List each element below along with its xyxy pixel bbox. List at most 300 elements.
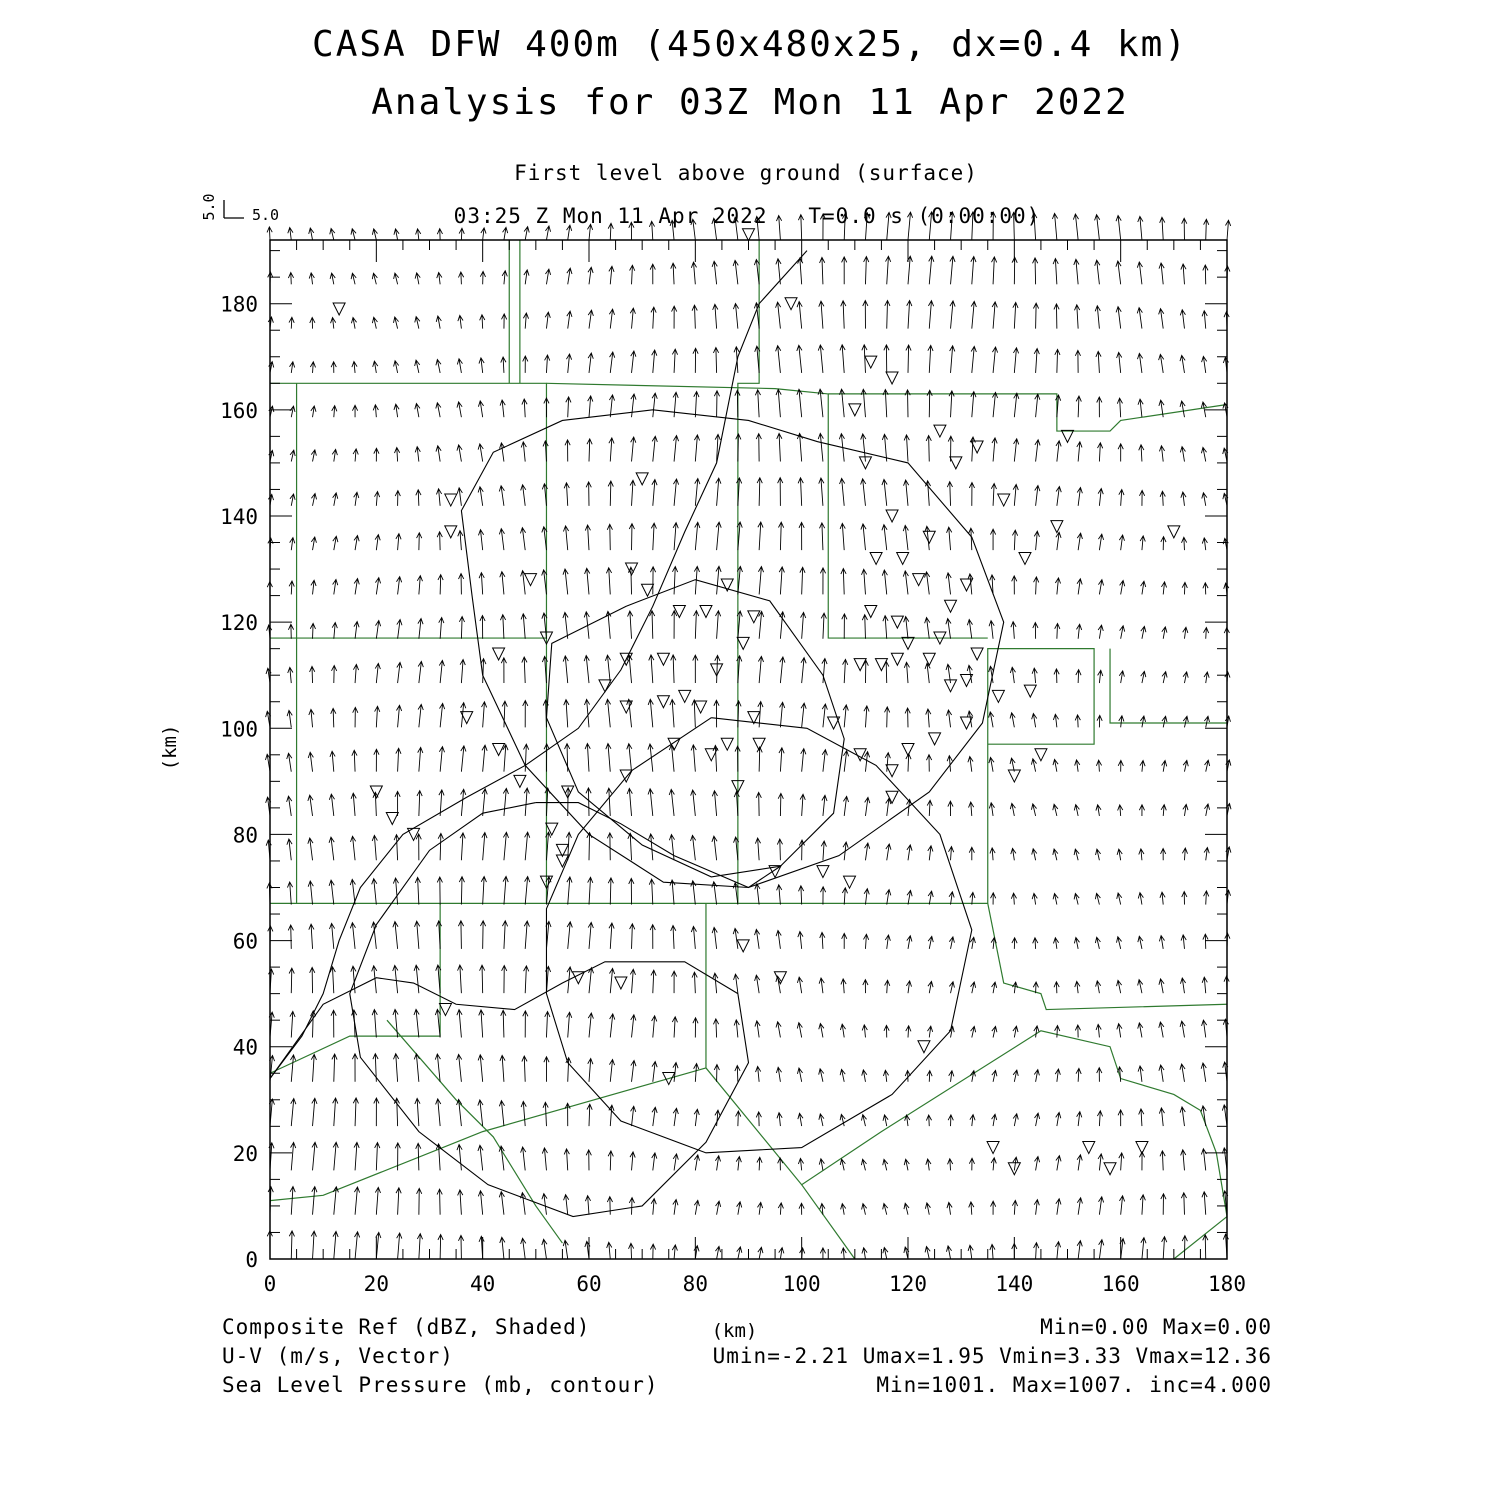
wind-vector: [457, 445, 462, 462]
wind-vector: [630, 480, 635, 506]
wind-vector: [906, 754, 911, 772]
wind-vector: [288, 228, 293, 240]
wind-vector: [437, 229, 442, 240]
wind-vector: [417, 533, 422, 550]
wind-vector: [990, 1244, 995, 1259]
wind-vector: [841, 301, 846, 329]
wind-vector: [1055, 1242, 1060, 1259]
wind-vector: [669, 744, 674, 771]
wind-vector: [629, 524, 634, 550]
wind-vector: [1076, 1068, 1081, 1081]
wind-vector: [608, 223, 613, 240]
wind-vector: [735, 390, 740, 417]
wind-vector: [694, 1064, 699, 1082]
wind-vector: [588, 310, 593, 328]
wind-vector: [715, 611, 720, 639]
wind-vector: [861, 1115, 866, 1126]
wind-vector: [415, 877, 420, 904]
x-tick-label: 180: [1208, 1272, 1246, 1296]
wind-vector: [818, 389, 823, 417]
wind-vector: [882, 525, 887, 550]
wind-vector: [499, 1101, 504, 1126]
wind-vector: [967, 620, 972, 639]
wind-vector: [1031, 759, 1036, 772]
wind-vector: [1118, 1110, 1123, 1126]
wind-vector: [756, 434, 761, 462]
wind-vector: [1161, 582, 1166, 595]
wind-vector: [1077, 1155, 1082, 1171]
wind-vector: [587, 833, 592, 861]
wind-vector: [416, 229, 421, 240]
wind-vector: [522, 1056, 527, 1082]
wind-vector: [1119, 1153, 1124, 1171]
wind-vector: [755, 390, 760, 417]
wind-vector: [1096, 351, 1101, 373]
wind-vector: [904, 480, 909, 506]
x-tick-label: 140: [995, 1272, 1034, 1296]
wind-vector: [886, 256, 891, 284]
wind-vector: [481, 228, 486, 240]
wind-vector: [1119, 671, 1124, 683]
wind-vector: [267, 227, 272, 240]
wind-vector: [436, 403, 441, 417]
wind-vector: [1141, 626, 1146, 638]
wind-vector: [862, 1070, 867, 1082]
wind-vector: [606, 568, 611, 595]
wind-vector: [991, 483, 996, 505]
wind-vector: [268, 317, 273, 329]
wind-vector: [459, 877, 464, 905]
wind-vector: [1117, 1024, 1122, 1038]
wind-vector: [629, 1243, 634, 1259]
wind-vector: [290, 1011, 295, 1037]
wind-vector: [372, 879, 377, 905]
wind-vector: [778, 1203, 783, 1215]
time-label: 03:25 Z Mon 11 Apr 2022 T=0.0 s (0:00:00): [453, 204, 1041, 228]
wind-vector: [331, 318, 336, 329]
wind-vector: [500, 572, 505, 595]
wind-vector: [438, 575, 443, 595]
wind-vector: [499, 1192, 504, 1215]
wind-vector: [418, 747, 423, 771]
wind-vector: [1053, 804, 1058, 816]
wind-vector: [819, 1159, 824, 1171]
wind-vector: [715, 1156, 720, 1171]
wind-vector: [309, 228, 314, 240]
wind-vector: [929, 256, 934, 284]
wind-vector: [416, 490, 421, 506]
wind-vector: [884, 345, 889, 373]
wind-vector: [588, 353, 593, 373]
wind-vector: [821, 613, 826, 639]
wind-vector: [1203, 934, 1208, 949]
wind-vector: [1161, 537, 1166, 550]
wind-vector: [648, 789, 653, 816]
wind-vector: [1011, 848, 1016, 860]
wind-vector: [397, 620, 402, 639]
wind-vector: [777, 885, 782, 905]
wind-vector: [716, 522, 721, 550]
wind-vector: [610, 352, 615, 373]
wind-vector: [1138, 399, 1143, 417]
station-marker: [875, 659, 887, 671]
wind-vector: [842, 213, 847, 240]
wind-vector: [629, 222, 634, 240]
wind-vector: [820, 568, 825, 595]
wind-vector: [991, 1201, 996, 1214]
wind-vector: [478, 1145, 483, 1170]
wind-vector: [649, 879, 654, 904]
wind-vector: [691, 219, 696, 240]
wind-vector: [863, 934, 868, 949]
wind-vector: [1056, 441, 1061, 462]
wind-vector: [545, 269, 550, 284]
wind-vector: [394, 229, 399, 240]
wind-vector: [651, 1199, 656, 1215]
wind-vector: [971, 346, 976, 373]
wind-vector: [523, 313, 528, 329]
wind-vector: [734, 347, 739, 373]
wind-vector: [756, 1112, 761, 1126]
wind-vector: [907, 845, 912, 860]
plot-title-line2: Analysis for 03Z Mon 11 Apr 2022: [371, 82, 1129, 123]
wind-vector: [969, 847, 974, 860]
wind-vector: [1034, 1243, 1039, 1259]
wind-vector: [354, 622, 359, 639]
y-tick-label: 60: [232, 929, 258, 954]
wind-vector: [819, 1114, 824, 1126]
wind-vector: [437, 532, 442, 550]
wind-vector: [608, 481, 613, 506]
wind-vector: [1096, 849, 1101, 860]
station-marker: [785, 298, 797, 310]
wind-vector: [479, 358, 484, 373]
wind-vector: [1161, 805, 1166, 816]
wind-vector: [375, 535, 380, 551]
wind-vector: [672, 306, 677, 328]
wind-vector: [585, 1196, 590, 1215]
wind-vector: [523, 1011, 528, 1038]
plot-frame: [270, 240, 1227, 1259]
wind-vector: [607, 1197, 612, 1215]
wind-vector: [948, 1159, 953, 1171]
plot-title-line1: CASA DFW 400m (450x480x25, dx=0.4 km): [312, 24, 1188, 65]
wind-vector: [821, 841, 826, 860]
wind-vector: [417, 1234, 422, 1259]
wind-vector: [333, 493, 338, 506]
wind-vector: [1118, 444, 1123, 462]
station-marker: [886, 765, 898, 777]
wind-vector: [457, 1010, 462, 1038]
wind-vector: [416, 834, 421, 860]
wind-vector: [990, 848, 995, 860]
wind-vector: [458, 531, 463, 550]
wind-vector: [1183, 804, 1188, 816]
wind-vector: [949, 1071, 954, 1082]
wind-vector: [755, 975, 760, 993]
station-marker: [923, 531, 935, 543]
wind-vector: [886, 212, 891, 240]
wind-vector: [1074, 849, 1079, 860]
wind-vector: [436, 359, 441, 372]
wind-vector: [1034, 1070, 1039, 1082]
wind-vector: [1180, 447, 1185, 462]
wind-vector: [288, 925, 293, 949]
wind-vector: [415, 921, 420, 949]
wind-vector: [1055, 623, 1060, 638]
wind-vector: [1077, 1241, 1082, 1259]
wind-vector: [290, 362, 295, 373]
wind-vector: [694, 435, 699, 462]
wind-vector: [311, 1054, 316, 1081]
wind-vector: [755, 1021, 760, 1038]
wind-vector: [354, 1187, 359, 1215]
wind-vector: [332, 406, 337, 418]
wind-vector: [1117, 980, 1122, 993]
wind-vector: [737, 1202, 742, 1215]
boundary-line: [1110, 649, 1227, 723]
wind-vector: [1181, 492, 1186, 506]
wind-vector: [926, 709, 931, 727]
wind-vector: [1099, 1240, 1104, 1259]
wind-vector: [778, 478, 783, 506]
wind-vector: [652, 1016, 657, 1038]
wind-vector: [333, 1187, 338, 1215]
wind-vector: [1203, 265, 1208, 284]
wind-vector: [799, 522, 804, 550]
wind-vector: [503, 788, 508, 816]
wind-vector: [396, 534, 401, 550]
wind-vector: [588, 1013, 593, 1037]
wind-vector: [354, 535, 359, 550]
wind-vector: [458, 965, 463, 993]
wind-vector: [842, 614, 847, 639]
wind-vector: [1202, 1192, 1207, 1215]
station-marker: [493, 648, 505, 660]
wind-vector: [757, 1202, 762, 1214]
station-marker: [918, 1041, 930, 1053]
wind-vector: [776, 302, 781, 329]
station-marker: [636, 473, 648, 485]
x-tick-label: 40: [470, 1272, 496, 1296]
wind-vector: [1011, 212, 1016, 240]
wind-vector: [522, 657, 527, 683]
wind-vector: [928, 301, 933, 329]
wind-vector: [736, 1157, 741, 1171]
wind-vector: [567, 311, 572, 328]
wind-vector: [500, 443, 505, 462]
wind-vector: [1137, 262, 1142, 284]
wind-vector: [1159, 1022, 1164, 1037]
wind-vector: [906, 345, 911, 373]
wind-vector: [801, 612, 806, 638]
x-tick-label: 0: [263, 1272, 277, 1296]
wind-vector: [820, 214, 825, 240]
county-boundaries: [270, 240, 1227, 1259]
wind-vector: [843, 705, 848, 727]
wind-vector: [1203, 628, 1208, 639]
wind-vector: [1225, 220, 1230, 240]
wind-vector: [436, 1099, 441, 1126]
wind-vector: [436, 921, 441, 949]
wind-vector: [969, 1202, 974, 1215]
wind-vector: [713, 347, 718, 372]
wind-vector: [864, 889, 869, 905]
wind-vector: [695, 522, 700, 550]
plot-border: [270, 240, 1227, 1259]
wind-vector: [1141, 1238, 1146, 1259]
wind-vector: [353, 1098, 358, 1126]
wind-vector: [544, 398, 549, 417]
station-markers: [333, 229, 1180, 1175]
wind-vector: [1095, 937, 1100, 949]
wind-vector: [948, 801, 953, 816]
wind-vector: [992, 347, 997, 373]
wind-vector: [311, 537, 316, 550]
wind-vector: [500, 615, 505, 639]
station-marker: [743, 229, 755, 241]
wind-vector: [651, 523, 656, 550]
wind-vector: [992, 1114, 997, 1126]
level-label: First level above ground (surface): [514, 161, 978, 185]
wind-vector: [397, 1233, 402, 1259]
wind-vector: [1180, 401, 1185, 417]
wind-vector: [479, 1010, 484, 1038]
wind-vector: [629, 1198, 634, 1215]
wind-vector: [352, 405, 357, 417]
wind-vector: [1032, 714, 1037, 728]
y-axis-label: (km): [159, 724, 181, 771]
wind-vector: [354, 492, 359, 506]
wind-vector: [290, 1055, 295, 1082]
wind-vector: [840, 345, 845, 373]
wind-vector: [374, 1098, 379, 1126]
wind-vector: [949, 892, 954, 905]
wind-vector: [1096, 760, 1101, 771]
wind-vector: [439, 703, 444, 727]
wind-vector: [649, 834, 654, 860]
wind-vector: [1182, 218, 1187, 240]
wind-vector: [671, 971, 676, 993]
wind-vector: [520, 1193, 525, 1215]
wind-vector: [501, 1010, 506, 1037]
wind-vector: [609, 266, 614, 284]
wind-vector: [950, 256, 955, 284]
wind-vector: [1180, 355, 1185, 372]
wind-vector: [779, 748, 784, 772]
wind-vector: [502, 271, 507, 285]
y-tick-label: 120: [220, 611, 258, 636]
wind-vector: [418, 661, 423, 683]
wind-vector: [1077, 442, 1082, 462]
wind-vector: [417, 576, 422, 595]
wind-vector: [308, 838, 313, 860]
wind-vector: [1139, 1152, 1144, 1171]
wind-vector: [478, 1055, 483, 1082]
wind-vector: [840, 1069, 845, 1081]
wind-vector: [949, 982, 954, 993]
wind-vector: [288, 273, 293, 285]
wind-vector: [843, 796, 848, 816]
wind-vector: [396, 705, 401, 727]
wind-vector: [1010, 667, 1015, 683]
wind-vector: [1159, 309, 1164, 329]
wind-vector: [714, 391, 719, 417]
wind-vector: [268, 494, 273, 505]
wind-vector: [992, 438, 997, 462]
wind-vector: [354, 1232, 359, 1259]
wind-vector: [905, 708, 910, 727]
wind-vector: [780, 702, 785, 727]
wind-vector: [840, 478, 845, 505]
wind-vector: [886, 844, 891, 860]
wind-vector: [968, 1245, 973, 1259]
wind-vector: [350, 836, 355, 860]
wind-vector: [1013, 302, 1018, 328]
wind-vector: [331, 665, 336, 683]
station-marker: [865, 606, 877, 618]
wind-vector: [758, 1247, 763, 1259]
wind-vector: [1074, 259, 1079, 284]
vector-key-u-label: 5.0: [252, 206, 280, 224]
wind-vector: [862, 1025, 867, 1038]
station-marker: [1008, 770, 1020, 782]
wind-vector: [820, 257, 825, 284]
wind-vector: [481, 702, 486, 728]
wind-vector: [652, 1062, 657, 1082]
footer-field3-label: Sea Level Pressure (mb, contour): [222, 1373, 659, 1397]
y-tick-label: 180: [220, 292, 258, 317]
wind-vector: [822, 704, 827, 727]
wind-vector: [883, 1159, 888, 1170]
wind-vector: [673, 523, 678, 550]
wind-vector: [436, 446, 441, 462]
wind-vector: [478, 487, 483, 506]
wind-vector: [500, 1055, 505, 1081]
wind-vector: [797, 389, 802, 417]
wind-vector: [565, 744, 570, 772]
wind-vector: [1056, 486, 1061, 505]
wind-vector: [863, 301, 868, 329]
wind-vector: [417, 791, 422, 816]
wind-vector: [375, 1143, 380, 1171]
wind-vector: [649, 221, 654, 240]
station-marker: [1051, 521, 1063, 533]
wind-vector: [330, 751, 335, 771]
station-marker: [1104, 1163, 1116, 1175]
wind-vector: [1035, 394, 1040, 417]
wind-vector: [694, 392, 699, 418]
wind-vector: [694, 1200, 699, 1214]
wind-vector: [652, 436, 657, 461]
station-marker: [748, 611, 760, 623]
wind-vector: [567, 1012, 572, 1037]
wind-vector: [1012, 938, 1017, 949]
wind-vector: [736, 1111, 741, 1126]
wind-vector: [1014, 439, 1019, 462]
wind-vector: [567, 877, 572, 905]
wind-vector: [1202, 356, 1207, 373]
wind-vector: [375, 663, 380, 683]
wind-vector: [861, 524, 866, 550]
wind-vector: [1035, 485, 1040, 505]
wind-vector: [1097, 443, 1102, 462]
wind-vector: [672, 567, 677, 595]
wind-vector: [1116, 307, 1121, 329]
wind-vector: [925, 526, 930, 550]
wind-vector: [885, 980, 890, 993]
wind-vector: [712, 218, 717, 240]
